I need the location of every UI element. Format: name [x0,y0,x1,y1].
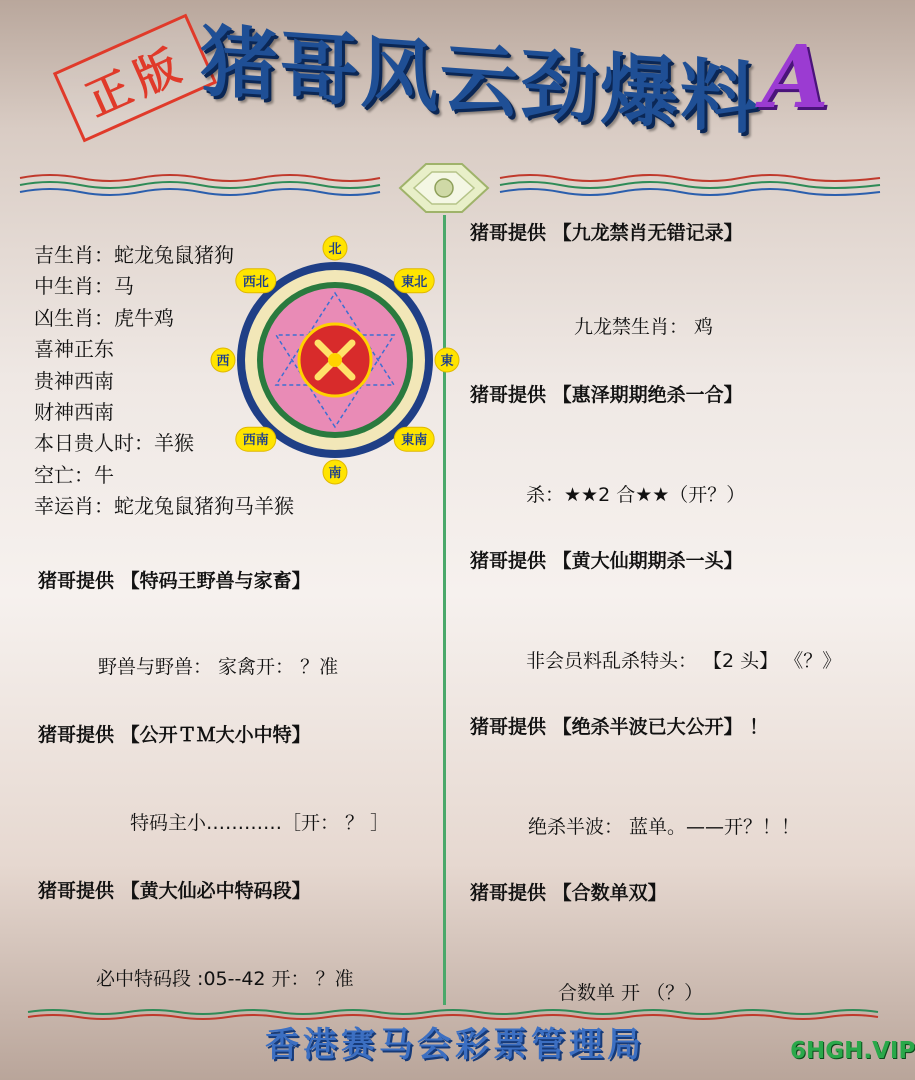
info-line: 空亡：牛 [34,462,114,487]
info-line: 凶生肖：虎牛鸡 [34,305,174,330]
footer-divider [28,1008,878,1020]
page-title: 猪哥风云劲爆料 [200,15,761,146]
info-line: 财神西南 [34,400,114,425]
section-content: 必中特码段 :05--42 开： ？准 [96,968,354,990]
direction-label: 西 [216,354,230,369]
section-content: 绝杀半波： 蓝单。——开？！！ [528,816,801,838]
direction-label: 東北 [401,274,428,290]
section-heading: 猪哥提供 【九龙禁肖无错记录】 [470,222,743,244]
direction-label: 東 [440,354,454,369]
section-heading: 猪哥提供 【公开ＴＭ大小中特】 [38,724,311,746]
section-heading: 猪哥提供 【黄大仙必中特码段】 [38,880,311,902]
direction-label: 西北 [242,274,269,290]
section-heading: 猪哥提供 【黄大仙期期杀一头】 [470,550,743,572]
info-line: 吉生肖：蛇龙兔鼠猪狗 [34,243,234,267]
direction-wheel [210,235,460,485]
footer-org: 香港赛马会彩票管理局 [265,1025,645,1065]
direction-label: 東南 [401,433,428,449]
section-heading: 猪哥提供 【绝杀半波已大公开】 ！ [470,716,769,738]
section-heading: 猪哥提供 【合数单双】 [470,882,667,904]
info-line: 中生肖：马 [34,274,134,299]
section-content: 野兽与野兽： 家禽开： ？准 [98,656,339,678]
info-line: 本日贵人时：羊猴 [34,431,194,456]
section-content: 非会员料乱杀特头： 【2 头】 《？》 [526,650,842,672]
direction-label: 北 [328,242,342,257]
direction-label: 西南 [242,433,269,449]
bagua-icon [396,160,492,216]
section-heading: 猪哥提供 【特码王野兽与家畜】 [38,570,311,592]
info-line: 幸运肖：蛇龙兔鼠猪狗马羊猴 [34,494,294,519]
section-heading: 猪哥提供 【惠泽期期绝杀一合】 [470,384,743,406]
genuine-stamp: 正版 [53,14,217,143]
section-content: 九龙禁生肖： 鸡 [574,316,714,338]
edition-letter: A [762,27,829,128]
info-line: 贵神西南 [34,368,114,393]
section-content: 合数单 开 （？） [558,982,704,1004]
info-line: 喜神正东 [34,337,114,362]
section-content: 特码主小…………［开： ？ ］ [130,812,390,834]
site-watermark: 6HGH.VIP [790,1038,915,1064]
section-content: 杀：★★2 合★★（开？） [526,484,746,506]
direction-label: 南 [328,466,342,481]
